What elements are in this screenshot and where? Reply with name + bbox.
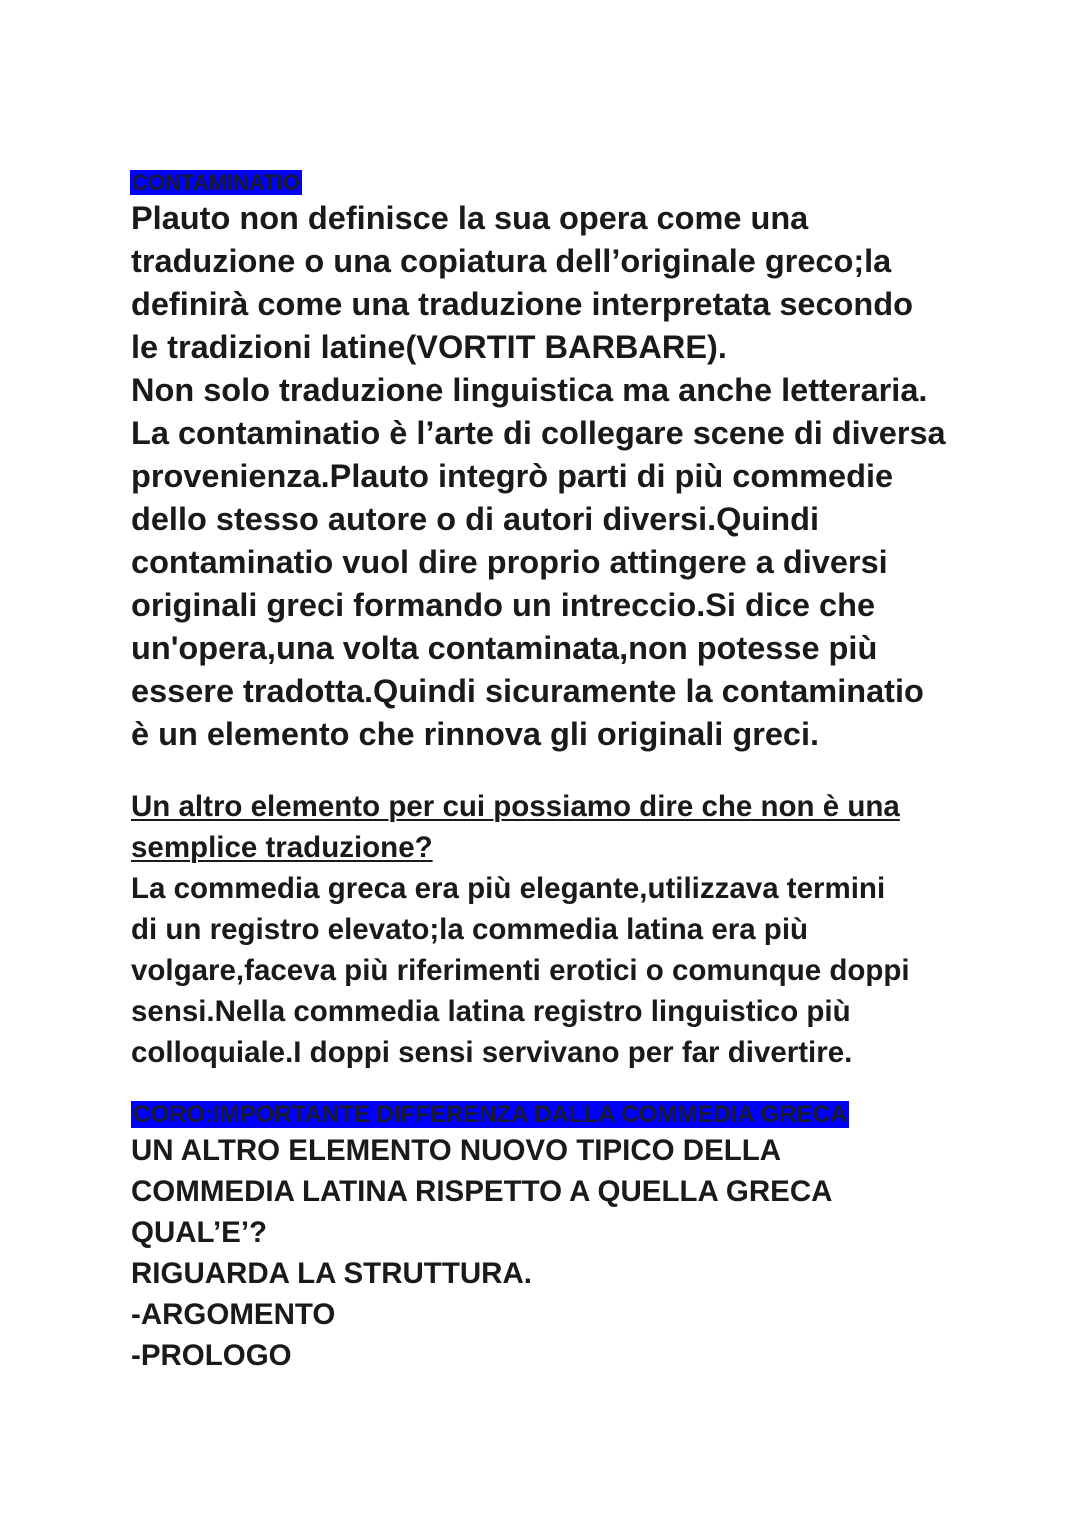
paragraph-line: dello stesso autore o di autori diversi.Quindi [131,501,820,537]
question-line: semplice traduzione? [131,831,433,864]
paragraph-line: COMMEDIA LATINA RISPETTO A QUELLA GRECA [131,1175,833,1208]
paragraph-line: contaminatio vuol dire proprio attingere a diversi [131,544,888,580]
paragraph-line: Plauto non definisce la sua opera come una [131,200,809,236]
paragraph-line: volgare,faceva più riferimenti erotici o comunque doppi [131,954,910,987]
paragraph-line: La contaminatio è l’arte di collegare scene di diversa [131,415,946,451]
paragraph-line: QUAL’E’? [131,1216,268,1249]
paragraph-line: UN ALTRO ELEMENTO NUOVO TIPICO DELLA [131,1134,782,1167]
paragraph-line: provenienza.Plauto integrò parti di più commedie [131,458,894,494]
paragraph-line: originali greci formando un intreccio.Si dice che [131,587,876,623]
list-item: -ARGOMENTO [131,1298,336,1331]
section-question [131,786,1031,868]
paragraph-line: traduzione o una copiatura dell’originale greco;la [131,243,892,279]
section-contaminatio [131,170,1031,756]
coro-paragraph [131,1130,1031,1376]
paragraph-line: un'opera,una volta contaminata,non potesse più [131,630,878,666]
paragraph-line: La commedia greca era più elegante,utilizzava termini [131,872,886,905]
paragraph-line: le tradizioni latine(VORTIT BARBARE). [131,329,727,365]
contaminatio-paragraph [131,197,1031,756]
paragraph-line: sensi.Nella commedia latina registro linguistico più [131,995,851,1028]
paragraph-line: RIGUARDA LA STRUTTURA. [131,1257,532,1290]
paragraph-line: è un elemento che rinnova gli originali greci. [131,716,820,752]
document-page [131,170,1031,1376]
paragraph-line: di un registro elevato;la commedia latina era più [131,913,809,946]
section-traduzione [131,786,1031,1073]
traduzione-paragraph [131,868,1031,1073]
list-item: -PROLOGO [131,1339,292,1372]
paragraph-line: definirà come una traduzione interpretata secondo [131,286,913,322]
paragraph-line: Non solo traduzione linguistica ma anche letteraria. [131,372,928,408]
section-heading-contaminatio: CONTAMINATIO [132,170,300,195]
paragraph-line: colloquiale.I doppi sensi servivano per far divertire. [131,1036,853,1069]
section-heading-coro: CORO:IMPORTANTE DIFFERENZA DALLA COMMEDIA GRECA [133,1101,848,1128]
section-coro [131,1101,1031,1376]
question-line: Un altro elemento per cui possiamo dire che non è una [131,790,900,823]
paragraph-line: essere tradotta.Quindi sicuramente la contaminatio [131,673,924,709]
